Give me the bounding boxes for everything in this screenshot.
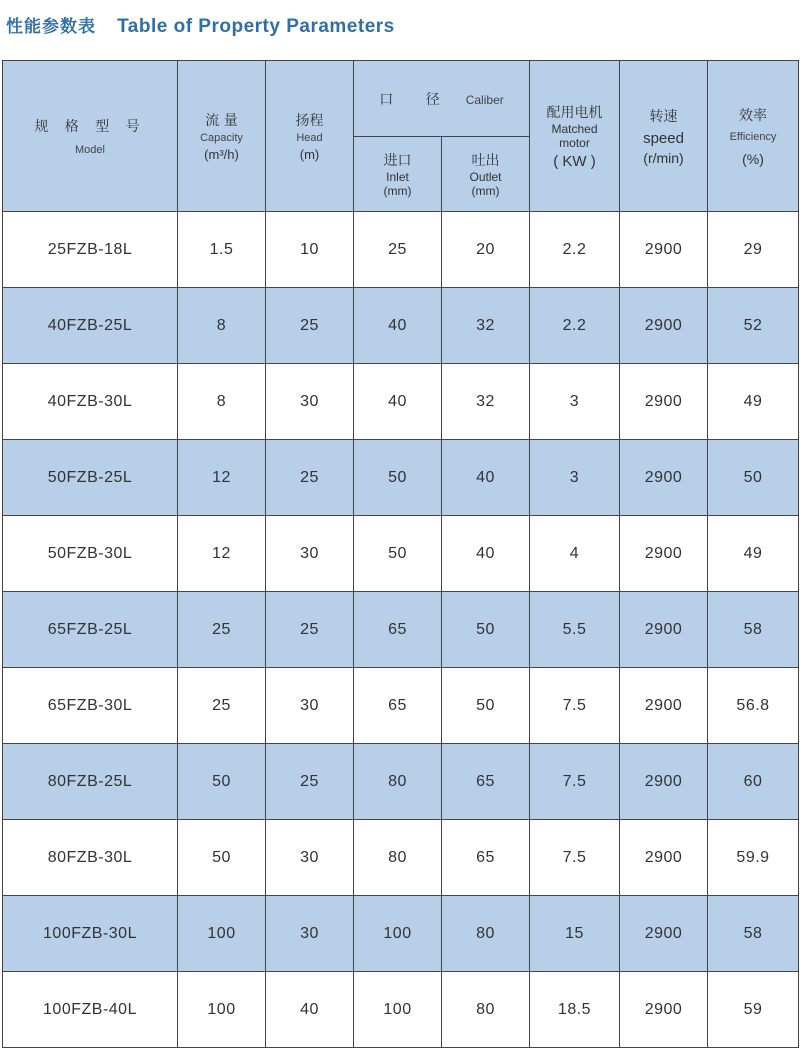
- header-head-en: Head: [296, 132, 323, 144]
- page-title: [6, 12, 395, 38]
- header-speed-en: speed: [643, 130, 684, 147]
- header-head-cn: 扬程: [295, 113, 324, 129]
- cell-motor-kw: 2.2: [530, 212, 620, 288]
- table-row: [3, 820, 799, 896]
- header-caliber-en: Caliber: [465, 92, 504, 107]
- cell-capacity: 100: [178, 896, 266, 972]
- cell-inlet: 50: [354, 516, 442, 592]
- header-motor-unit: ( KW ): [553, 153, 596, 170]
- header-model: [3, 61, 178, 212]
- cell-motor-kw: 15: [530, 896, 620, 972]
- table-row: [3, 592, 799, 668]
- cell-model: 50FZB-30L: [3, 516, 178, 592]
- cell-inlet: 65: [354, 668, 442, 744]
- cell-capacity: 12: [178, 516, 266, 592]
- cell-inlet: 80: [354, 744, 442, 820]
- header-caliber: [354, 61, 530, 137]
- cell-motor-kw: 18.5: [530, 972, 620, 1048]
- header-head: [266, 61, 354, 212]
- cell-motor-kw: 4: [530, 516, 620, 592]
- header-inlet-en: Inlet: [386, 170, 409, 184]
- header-efficiency-unit: (%): [742, 151, 764, 167]
- cell-efficiency: 50: [708, 440, 799, 516]
- cell-speed: 2900: [620, 972, 708, 1048]
- table-row: [3, 668, 799, 744]
- cell-model: 65FZB-30L: [3, 668, 178, 744]
- cell-head: 25: [266, 288, 354, 364]
- header-outlet: [442, 137, 530, 212]
- cell-outlet: 32: [442, 288, 530, 364]
- header-inlet: [354, 137, 442, 212]
- cell-speed: 2900: [620, 668, 708, 744]
- cell-speed: 2900: [620, 288, 708, 364]
- cell-outlet: 40: [442, 440, 530, 516]
- cell-inlet: 25: [354, 212, 442, 288]
- header-inlet-unit: (mm): [383, 184, 412, 198]
- cell-capacity: 1.5: [178, 212, 266, 288]
- cell-capacity: 12: [178, 440, 266, 516]
- header-caliber-cn: 口 径: [379, 91, 454, 108]
- header-row-1: [3, 61, 799, 137]
- cell-model: 100FZB-40L: [3, 972, 178, 1048]
- header-capacity: [178, 61, 266, 212]
- header-capacity-en: Capacity: [200, 132, 243, 144]
- cell-outlet: 40: [442, 516, 530, 592]
- cell-outlet: 80: [442, 972, 530, 1048]
- cell-inlet: 40: [354, 288, 442, 364]
- cell-efficiency: 58: [708, 896, 799, 972]
- cell-outlet: 65: [442, 820, 530, 896]
- cell-model: 65FZB-25L: [3, 592, 178, 668]
- cell-efficiency: 58: [708, 592, 799, 668]
- header-efficiency: [708, 61, 799, 212]
- title-cn: 性能参数表: [6, 17, 96, 37]
- cell-head: 40: [266, 972, 354, 1048]
- cell-motor-kw: 3: [530, 440, 620, 516]
- cell-speed: 2900: [620, 744, 708, 820]
- header-speed-cn: 转速: [649, 109, 678, 125]
- cell-outlet: 65: [442, 744, 530, 820]
- title-en: Table of Property Parameters: [117, 16, 395, 37]
- table-row: [3, 972, 799, 1048]
- header-efficiency-en: Efficiency: [729, 131, 777, 143]
- cell-model: 100FZB-30L: [3, 896, 178, 972]
- cell-inlet: 80: [354, 820, 442, 896]
- cell-model: 25FZB-18L: [3, 212, 178, 288]
- cell-inlet: 100: [354, 972, 442, 1048]
- header-head-unit: (m): [299, 147, 320, 162]
- cell-model: 50FZB-25L: [3, 440, 178, 516]
- header-model-cn: 规 格 型 号: [34, 119, 146, 135]
- cell-efficiency: 52: [708, 288, 799, 364]
- cell-head: 30: [266, 896, 354, 972]
- cell-head: 25: [266, 440, 354, 516]
- table-row: [3, 212, 799, 288]
- cell-inlet: 40: [354, 364, 442, 440]
- cell-model: 40FZB-30L: [3, 364, 178, 440]
- cell-motor-kw: 2.2: [530, 288, 620, 364]
- header-efficiency-cn: 效率: [739, 108, 767, 124]
- header-capacity-cn: 流 量: [205, 113, 238, 129]
- header-outlet-unit: (mm): [471, 184, 500, 198]
- cell-capacity: 50: [178, 820, 266, 896]
- header-motor: [530, 61, 620, 212]
- cell-efficiency: 49: [708, 516, 799, 592]
- header-motor-cn: 配用电机: [546, 105, 603, 121]
- cell-efficiency: 59.9: [708, 820, 799, 896]
- cell-capacity: 8: [178, 288, 266, 364]
- cell-outlet: 50: [442, 668, 530, 744]
- cell-motor-kw: 7.5: [530, 744, 620, 820]
- table-row: [3, 516, 799, 592]
- cell-head: 30: [266, 364, 354, 440]
- header-outlet-en: Outlet: [469, 170, 502, 184]
- cell-head: 30: [266, 668, 354, 744]
- table-row: [3, 440, 799, 516]
- cell-head: 25: [266, 744, 354, 820]
- header-model-en: Model: [75, 144, 105, 156]
- cell-head: 30: [266, 516, 354, 592]
- cell-efficiency: 59: [708, 972, 799, 1048]
- cell-speed: 2900: [620, 592, 708, 668]
- cell-outlet: 50: [442, 592, 530, 668]
- cell-capacity: 8: [178, 364, 266, 440]
- cell-head: 10: [266, 212, 354, 288]
- cell-motor-kw: 7.5: [530, 820, 620, 896]
- cell-speed: 2900: [620, 212, 708, 288]
- cell-outlet: 32: [442, 364, 530, 440]
- property-parameters-table: [2, 60, 799, 1048]
- cell-model: 80FZB-25L: [3, 744, 178, 820]
- header-capacity-unit: (m³/h): [204, 147, 239, 162]
- cell-efficiency: 49: [708, 364, 799, 440]
- header-motor-en1: Matched: [551, 122, 598, 136]
- cell-inlet: 100: [354, 896, 442, 972]
- table-row: [3, 744, 799, 820]
- table-row: [3, 896, 799, 972]
- cell-efficiency: 60: [708, 744, 799, 820]
- cell-head: 25: [266, 592, 354, 668]
- table-row: [3, 288, 799, 364]
- header-speed-unit: (r/min): [643, 150, 684, 166]
- cell-head: 30: [266, 820, 354, 896]
- header-inlet-cn: 进口: [383, 153, 412, 169]
- cell-capacity: 50: [178, 744, 266, 820]
- table-row: [3, 364, 799, 440]
- cell-outlet: 20: [442, 212, 530, 288]
- header-motor-en2: motor: [559, 136, 590, 150]
- cell-speed: 2900: [620, 440, 708, 516]
- cell-efficiency: 29: [708, 212, 799, 288]
- header-outlet-cn: 吐出: [471, 153, 500, 169]
- cell-capacity: 100: [178, 972, 266, 1048]
- cell-efficiency: 56.8: [708, 668, 799, 744]
- cell-motor-kw: 5.5: [530, 592, 620, 668]
- cell-model: 80FZB-30L: [3, 820, 178, 896]
- header-speed: [620, 61, 708, 212]
- cell-outlet: 80: [442, 896, 530, 972]
- cell-inlet: 65: [354, 592, 442, 668]
- cell-speed: 2900: [620, 364, 708, 440]
- cell-speed: 2900: [620, 820, 708, 896]
- cell-speed: 2900: [620, 516, 708, 592]
- cell-capacity: 25: [178, 668, 266, 744]
- cell-speed: 2900: [620, 896, 708, 972]
- cell-model: 40FZB-25L: [3, 288, 178, 364]
- cell-inlet: 50: [354, 440, 442, 516]
- cell-motor-kw: 3: [530, 364, 620, 440]
- cell-motor-kw: 7.5: [530, 668, 620, 744]
- cell-capacity: 25: [178, 592, 266, 668]
